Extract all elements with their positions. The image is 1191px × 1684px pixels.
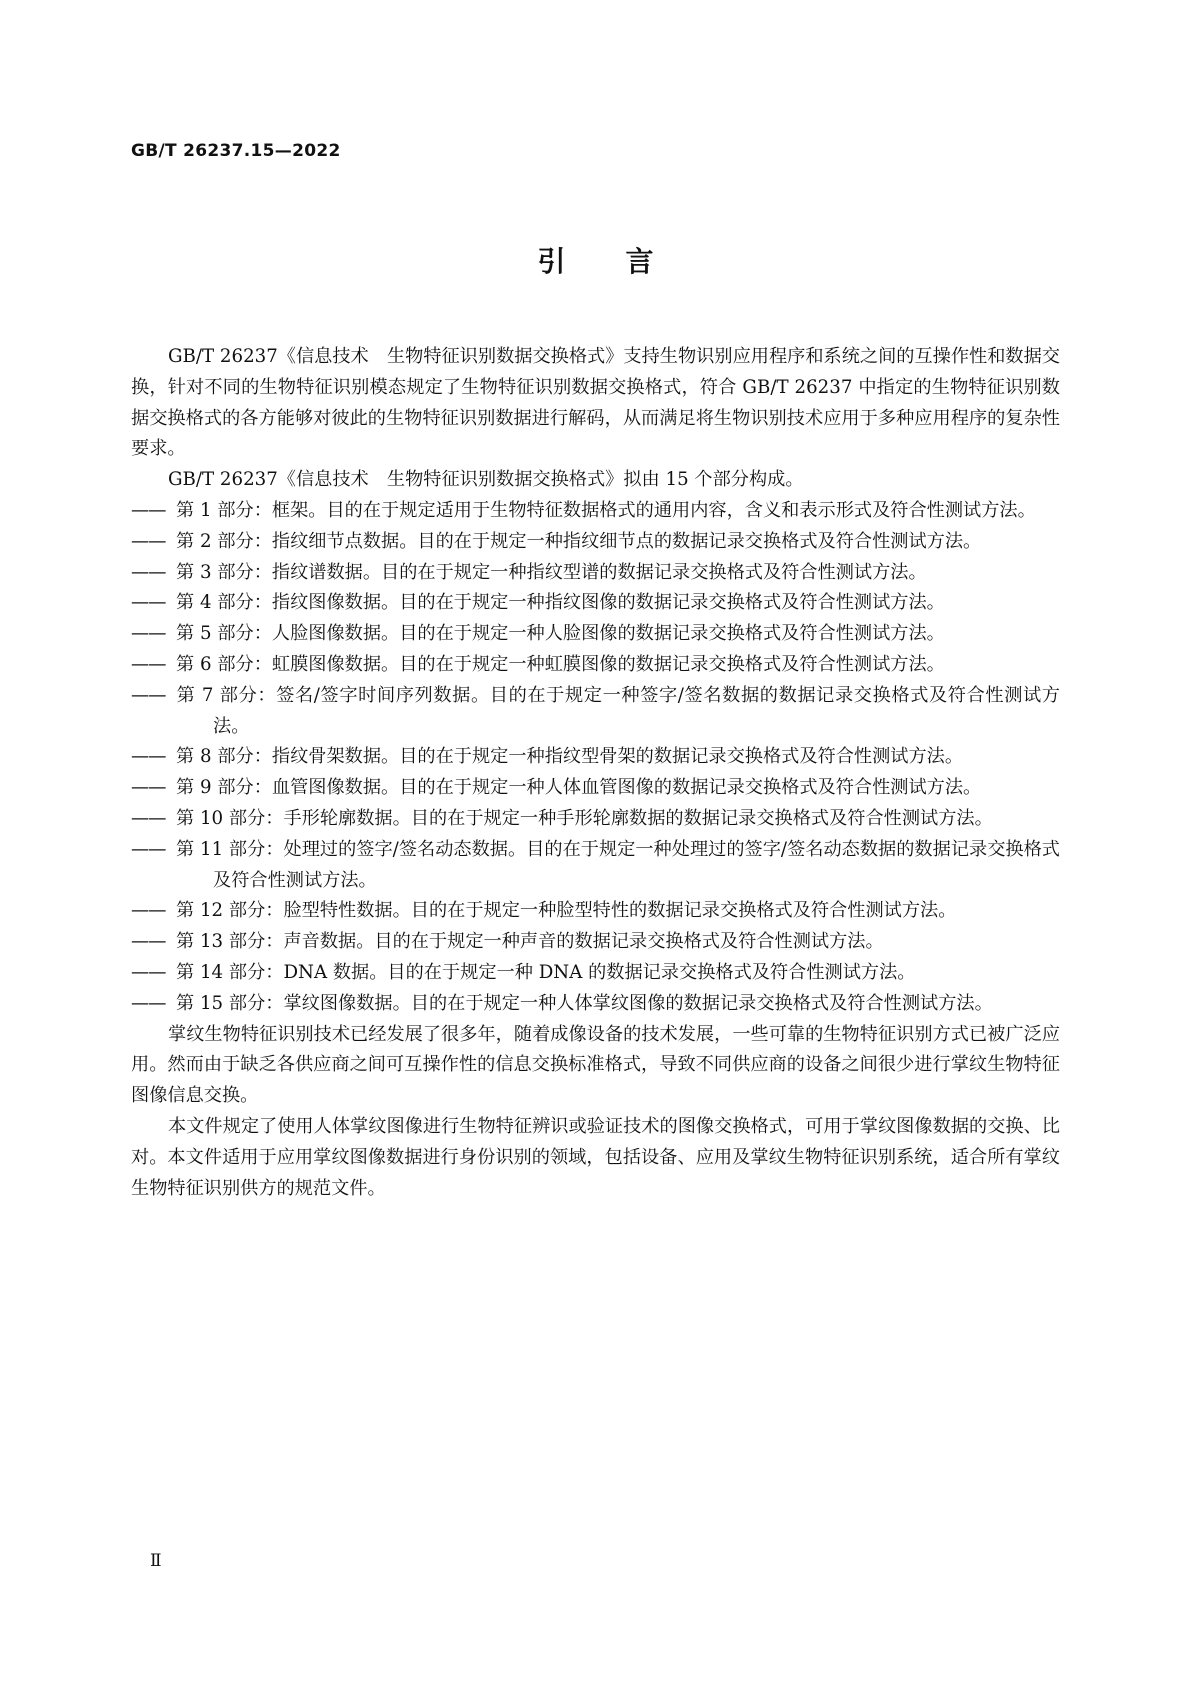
dash-marker: —— [131, 684, 166, 706]
part-text: 第 7 部分：签名/签字时间序列数据。目的在于规定一种签字/签名数据的数据记录交换格式及符合性测试方法。 [176, 684, 1060, 737]
page-number: Ⅱ [150, 1551, 162, 1571]
dash-marker: —— [131, 992, 166, 1014]
list-item-part-10 [131, 804, 1060, 835]
intro-paragraph: GB/T 26237《信息技术 生物特征识别数据交换格式》拟由 15 个部分构成。 [168, 469, 804, 491]
list-item-part-5 [131, 619, 1060, 650]
dash-marker: —— [131, 961, 166, 983]
list-item-part-3 [131, 558, 1060, 589]
intro-paragraph: GB/T 26237《信息技术 生物特征识别数据交换格式》支持生物识别应用程序和系统之间的互操作性和数据交换，针对不同的生物特征识别模态规定了生物特征识别数据交换格式，符合 GB/T 26237 中指定的生物特征识别数据交换格式的各方能够对彼此的生物特征识别数据进行解码，从而满足将生物识别技术应用于多种应用程序的复杂性要求。 [131, 346, 1060, 460]
closing-paragraph: 掌纹生物特征识别技术已经发展了很多年，随着成像设备的技术发展，一些可靠的生物特征识别方式已被广泛应用。然而由于缺乏各供应商之间可互操作性的信息交换标准格式，导致不同供应商的设备之间很少进行掌纹生物特征图像信息交换。 [131, 1023, 1060, 1107]
dash-marker: —— [131, 530, 166, 552]
document-code: GB/T 26237.15—2022 [131, 141, 341, 161]
list-item-part-1 [131, 496, 1060, 527]
part-text: 第 13 部分：声音数据。目的在于规定一种声音的数据记录交换格式及符合性测试方法。 [176, 931, 884, 953]
dash-marker: —— [131, 777, 166, 799]
closing-paragraph: 本文件规定了使用人体掌纹图像进行生物特征辨识或验证技术的图像交换格式，可用于掌纹图像数据的交换、比对。本文件适用于应用掌纹图像数据进行身份识别的领域，包括设备、应用及掌纹生物特征识别系统，适合所有掌纹生物特征识别供方的规范文件。 [131, 1115, 1060, 1199]
part-text: 第 10 部分：手形轮廓数据。目的在于规定一种手形轮廓数据的数据记录交换格式及符合性测试方法。 [176, 807, 993, 829]
dash-marker: —— [131, 900, 166, 922]
part-text: 第 2 部分：指纹细节点数据。目的在于规定一种指纹细节点的数据记录交换格式及符合性测试方法。 [176, 530, 982, 552]
part-text: 第 8 部分：指纹骨架数据。目的在于规定一种指纹型骨架的数据记录交换格式及符合性测试方法。 [176, 746, 964, 768]
part-text: 第 5 部分：人脸图像数据。目的在于规定一种人脸图像的数据记录交换格式及符合性测试方法。 [176, 623, 945, 645]
dash-marker: —— [131, 807, 166, 829]
list-item-part-9 [131, 773, 1060, 804]
list-item-part-11 [131, 835, 1060, 897]
dash-marker: —— [131, 499, 166, 521]
list-item-part-15 [131, 989, 1060, 1020]
part-text: 第 15 部分：掌纹图像数据。目的在于规定一种人体掌纹图像的数据记录交换格式及符合性测试方法。 [176, 992, 993, 1014]
list-item-part-8 [131, 742, 1060, 773]
part-text: 第 4 部分：指纹图像数据。目的在于规定一种指纹图像的数据记录交换格式及符合性测试方法。 [176, 592, 945, 614]
dash-marker: —— [131, 931, 166, 953]
list-item-part-4 [131, 588, 1060, 619]
dash-marker: —— [131, 623, 166, 645]
list-item-part-6 [131, 650, 1060, 681]
part-text: 第 14 部分：DNA 数据。目的在于规定一种 DNA 的数据记录交换格式及符合性测试方法。 [176, 961, 916, 983]
part-text: 第 3 部分：指纹谱数据。目的在于规定一种指纹型谱的数据记录交换格式及符合性测试方法。 [176, 561, 927, 583]
body-content [131, 342, 1060, 1204]
dash-marker: —— [131, 746, 166, 768]
part-text: 第 11 部分：处理过的签字/签名动态数据。目的在于规定一种处理过的签字/签名动态数据的数据记录交换格式及符合性测试方法。 [176, 838, 1060, 891]
page-title: 引言 [537, 245, 714, 278]
dash-marker: —— [131, 653, 166, 675]
part-text: 第 9 部分：血管图像数据。目的在于规定一种人体血管图像的数据记录交换格式及符合性测试方法。 [176, 777, 982, 799]
list-item-part-2 [131, 527, 1060, 558]
list-item-part-14 [131, 958, 1060, 989]
part-text: 第 6 部分：虹膜图像数据。目的在于规定一种虹膜图像的数据记录交换格式及符合性测试方法。 [176, 653, 945, 675]
dash-marker: —— [131, 561, 166, 583]
dash-marker: —— [131, 592, 166, 614]
part-text: 第 1 部分：框架。目的在于规定适用于生物特征数据格式的通用内容，含义和表示形式及符合性测试方法。 [176, 499, 1036, 521]
list-item-part-7 [131, 681, 1060, 743]
dash-marker: —— [131, 838, 166, 860]
part-text: 第 12 部分：脸型特性数据。目的在于规定一种脸型特性的数据记录交换格式及符合性测试方法。 [176, 900, 957, 922]
list-item-part-13 [131, 927, 1060, 958]
list-item-part-12 [131, 896, 1060, 927]
